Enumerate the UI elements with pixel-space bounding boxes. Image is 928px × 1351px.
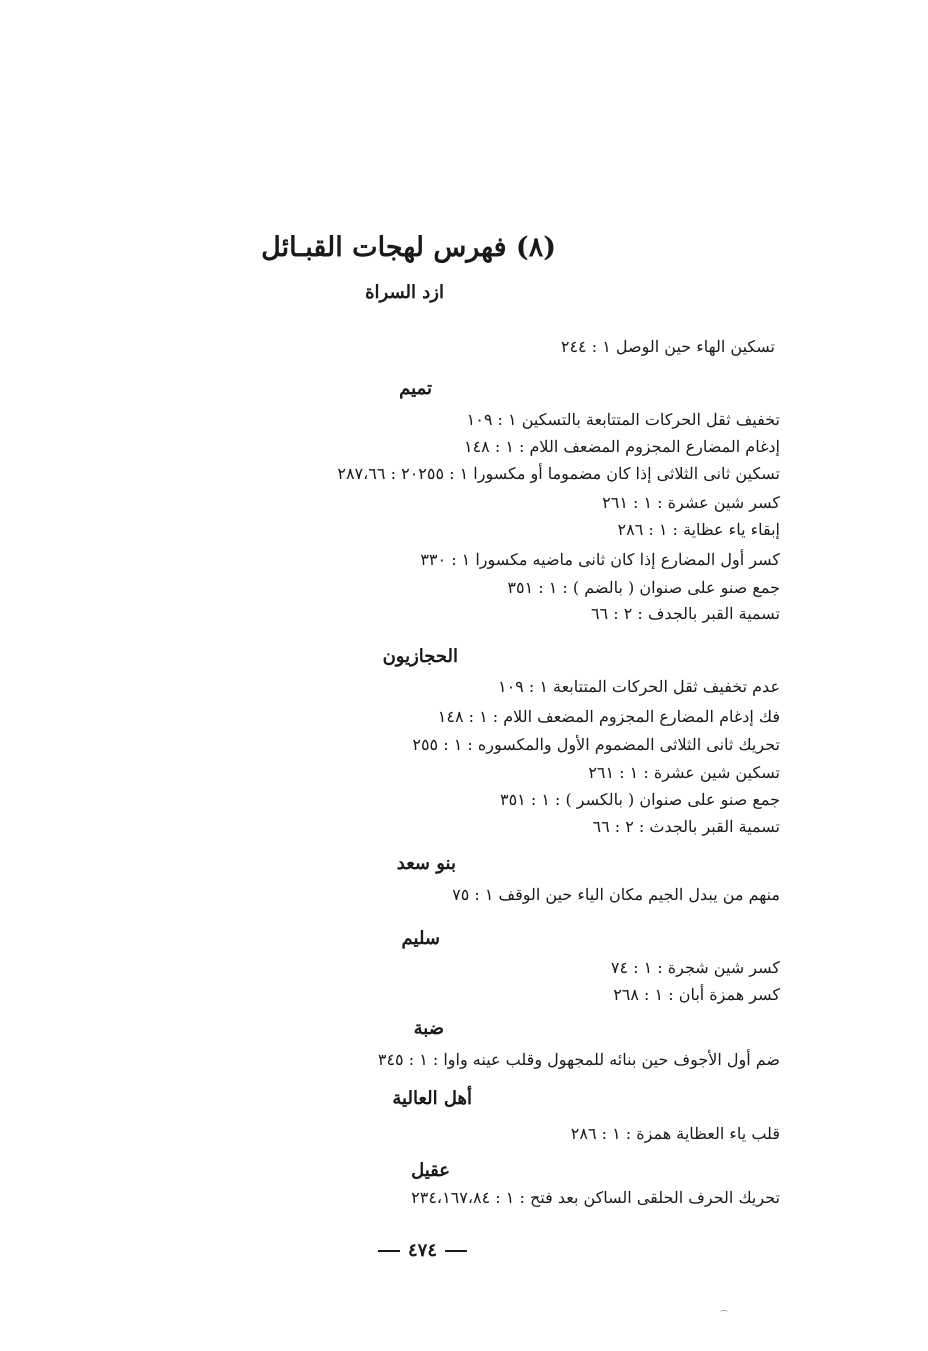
tribe-heading: الحجازيون [382, 646, 458, 667]
index-entry: تسكين شين عشرة : ١ : ٢٦١ [588, 763, 780, 782]
tribe-heading: أهل العالية [392, 1088, 472, 1109]
index-entry: منهم من يبدل الجيم مكان الياء حين الوقف ١ : ٧٥ [452, 885, 780, 904]
index-entry: تحريك ثانى الثلاثى المضموم الأول والمكسوره : ١ : ٢٥٥ [412, 735, 780, 754]
index-entry: كسر شين عشرة : ١ : ٢٦١ [602, 493, 780, 512]
index-entry: إبقاء ياء عظاية : ١ : ٢٨٦ [617, 520, 780, 539]
dash-right [445, 1250, 467, 1252]
index-entry: قلب ياء العظاية همزة : ١ : ٢٨٦ [570, 1124, 780, 1143]
index-entry: تسكين الهاء حين الوصل ١ : ٢٤٤ [560, 337, 775, 356]
index-entry: تحريك الحرف الحلقى الساكن بعد فتح : ١ : ٢٣٤،١٦٧،٨٤ [411, 1188, 780, 1207]
index-entry: تسمية القبر بالجدث : ٢ : ٦٦ [592, 817, 780, 836]
tribe-heading: سليم [401, 928, 440, 949]
index-entry: كسر همزة أبان : ١ : ٢٦٨ [613, 985, 780, 1004]
index-entry: فك إدغام المضارع المجزوم المضعف اللام : ١ : ١٤٨ [437, 707, 780, 726]
page-title: (٨) فهرس لهجات القبـائل [261, 232, 556, 263]
index-entry: تخفيف ثقل الحركات المتتابعة بالتسكين ١ : ١٠٩ [466, 410, 780, 429]
index-entry: تسمية القبر بالجدف : ٢ : ٦٦ [590, 604, 780, 623]
index-entry: جمع صنو على صنوان ( بالكسر ) : ١ : ٣٥١ [499, 790, 780, 809]
index-entry: كسر أول المضارع إذا كان ثانى ماضيه مكسورا ١ : ٣٣٠ [420, 550, 780, 569]
index-entry: عدم تخفيف ثقل الحركات المتتابعة ١ : ١٠٩ [497, 677, 780, 696]
tribe-heading: عقيل [411, 1160, 450, 1181]
index-entry: ضم أول الأجوف حين بنائه للمجهول وقلب عينه واوا : ١ : ٣٤٥ [377, 1050, 780, 1069]
index-entry: كسر شين شجرة : ١ : ٧٤ [610, 958, 780, 977]
paper-speck [720, 1310, 728, 1314]
index-entry: تسكين ثانى الثلاثى إذا كان مضموما أو مكسورا ١ : ٢٠٢٥٥ : ٢٨٧،٦٦ [337, 464, 780, 483]
tribe-heading: بنو سعد [396, 853, 456, 874]
page-number-text: ٤٧٤ [408, 1240, 438, 1261]
page-number [370, 1240, 475, 1261]
tribe-heading: تميم [399, 378, 432, 399]
tribe-heading: ضبة [413, 1018, 444, 1039]
dash-left [378, 1250, 400, 1252]
tribe-heading: ازد السراة [365, 282, 444, 303]
index-entry: جمع صنو على صنوان ( بالضم ) : ١ : ٣٥١ [507, 578, 780, 597]
index-entry: إدغام المضارع المجزوم المضعف اللام : ١ : ١٤٨ [463, 437, 780, 456]
